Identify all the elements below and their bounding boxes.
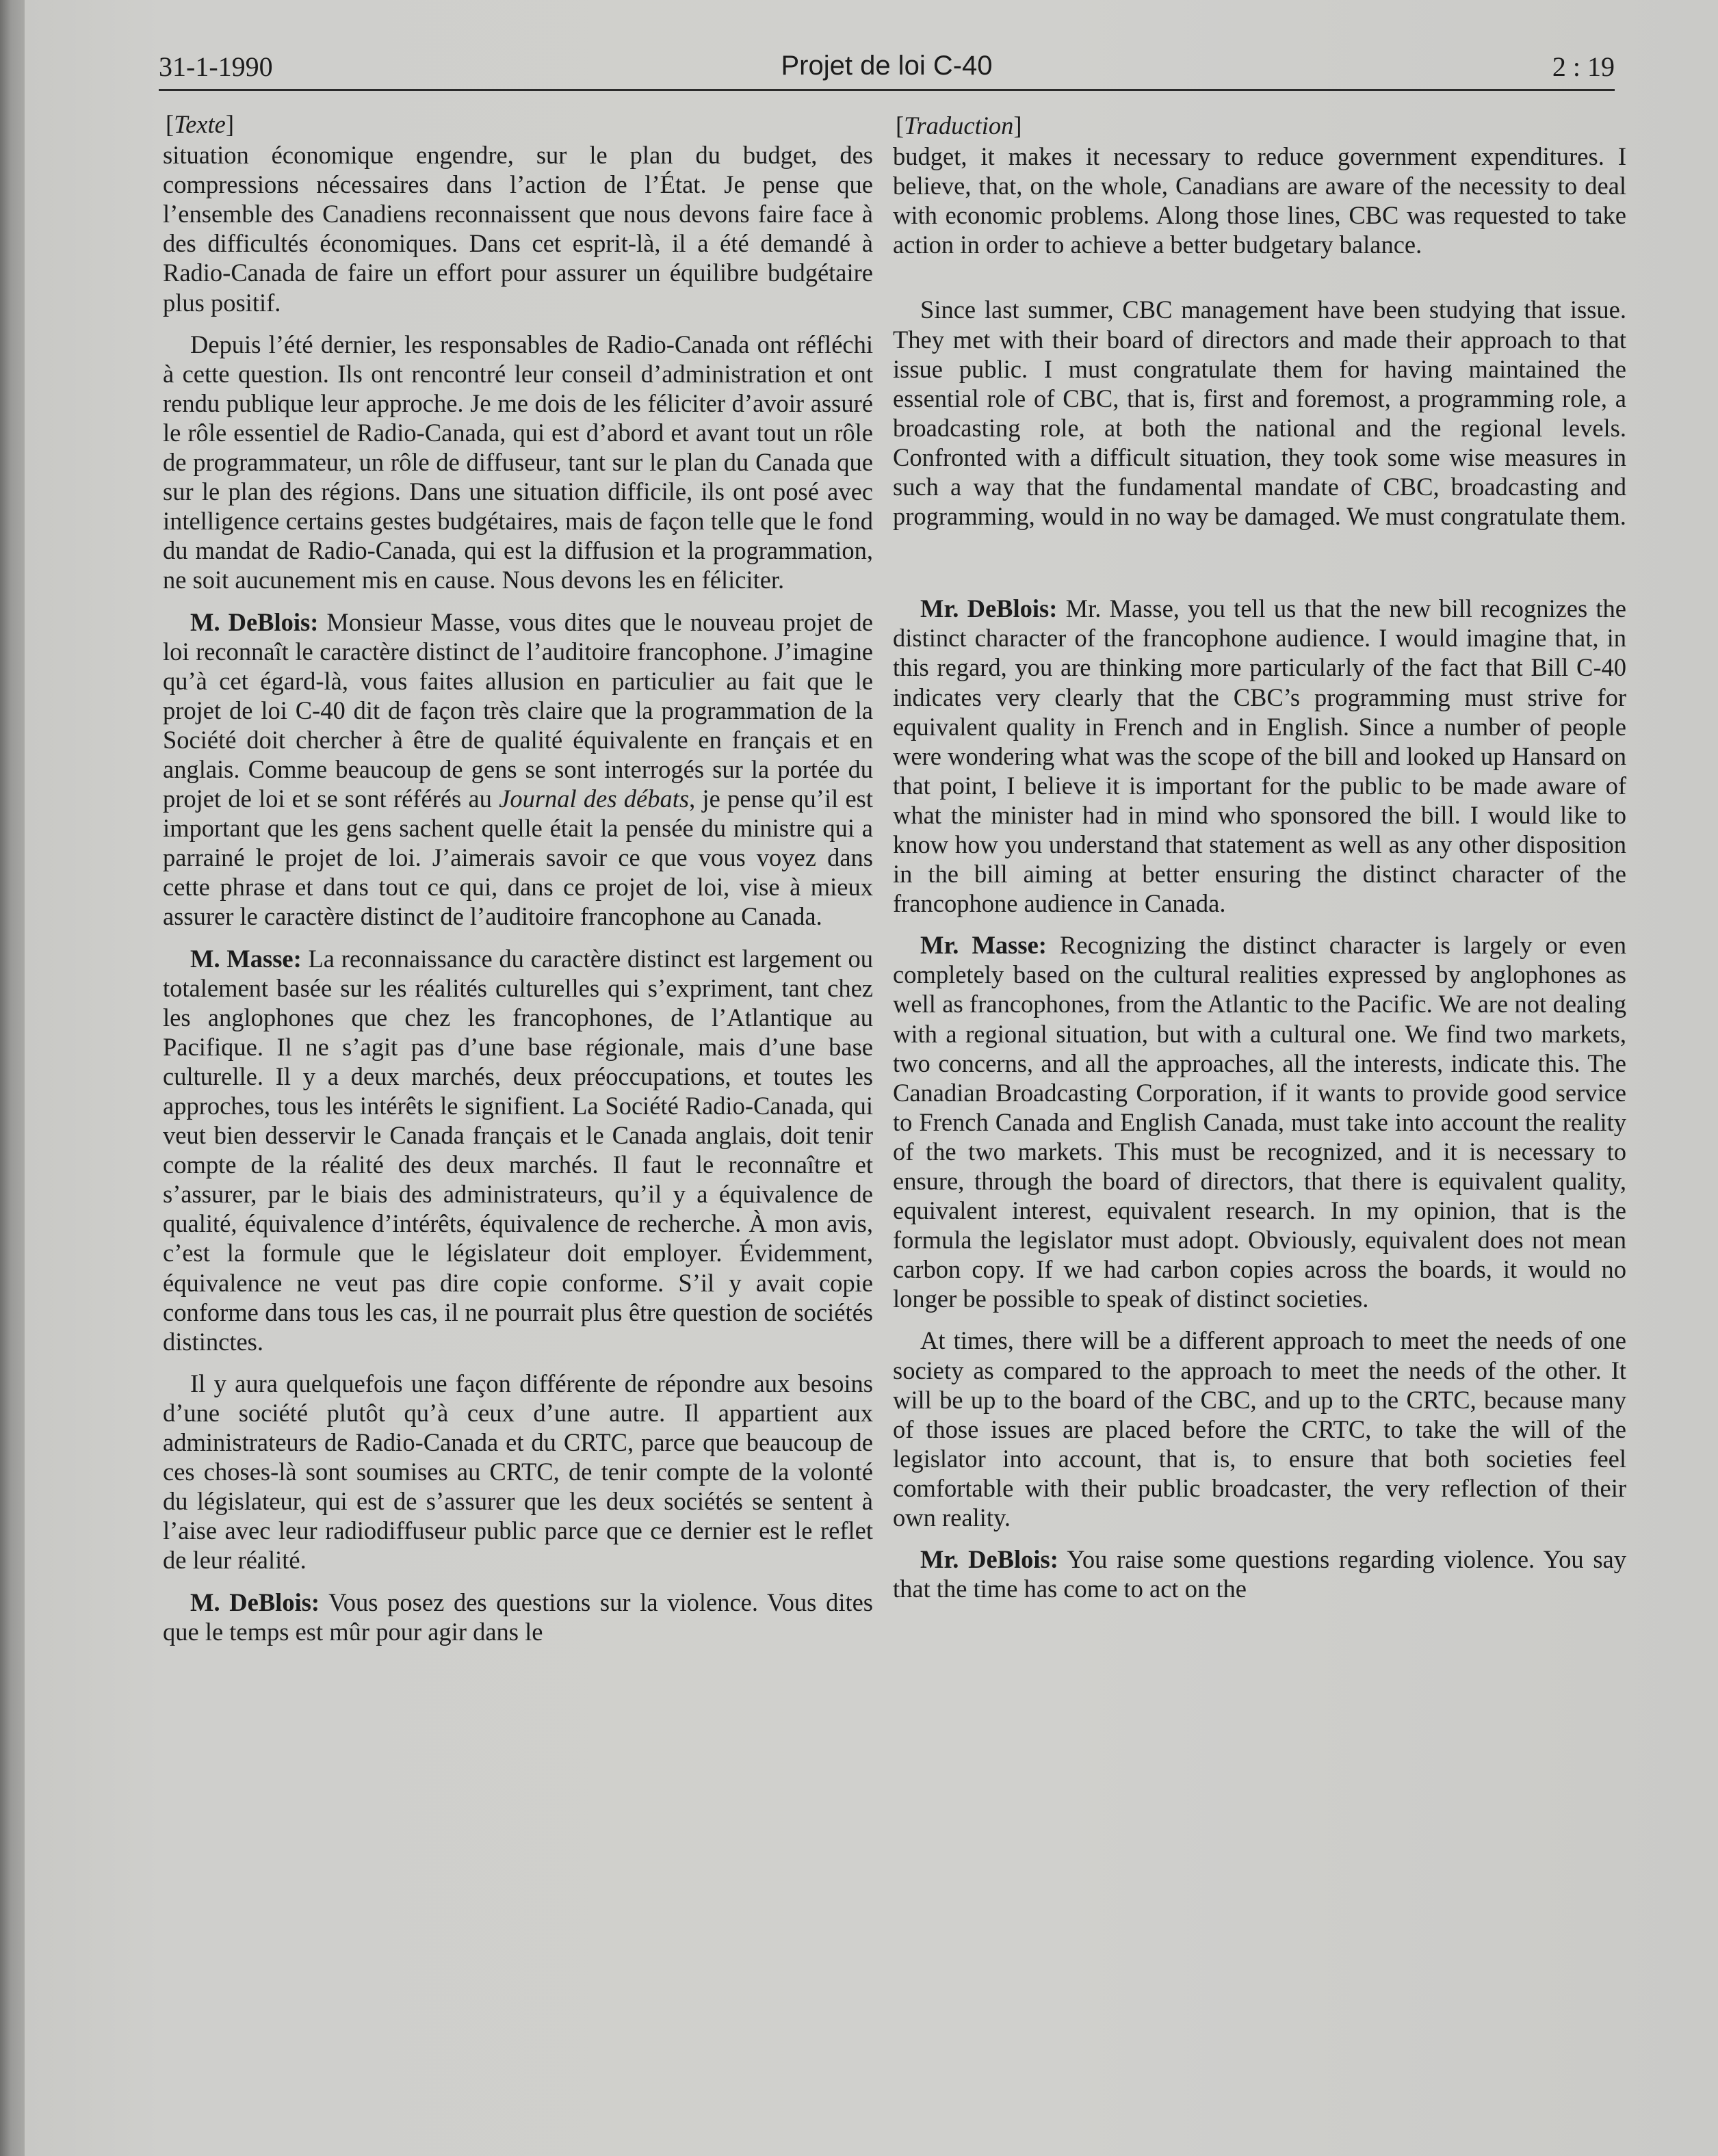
header-date: 31-1-1990 [159, 51, 273, 82]
speech-paragraph [163, 607, 873, 932]
english-column [893, 111, 1626, 1930]
paragraph: situation économique engendre, sur le plan du budget, des compressions nécessaires dans l’action de l’État. Je pense que l’ensemble des Canadiens reconnaissent que nous devons faire face à des difficultés économiques. Dans cet esprit-là, il a été demandé à Radio-Canada de faire un effort pour assurer un équilibre budgétaire plus positif. [163, 141, 873, 317]
speech-text: You raise some questions regarding violence. You say that the time has come to act on the [893, 1545, 1626, 1603]
speech-text: Monsieur Masse, vous dites que le nouveau projet de loi reconnaît le caractère distinct de l’auditoire francophone. J’imagine qu’à cet égard-là, vous faites allusion en particulier au fait que le projet de loi C-40 dit de façon très claire que la programmation de la Société doit chercher à être de qualité équivalente en français et en anglais. Comme beaucoup de gens se sont interrogés sur la portée du projet de loi et se sont référés au [163, 607, 873, 813]
paragraph: Since last summer, CBC management have been studying that issue. They met with their board of directors and made their approach to that issue public. I must congratulate them for having maintained the essential role of CBC, that is, first and foremost, a programming role, a broadcasting role, at both the national and the regional levels. Confronted with a difficult situation, they took some wise measures in such a way that the fundamental mandate of CBC, broadcasting and programming, would in no way be damaged. We must congratulate them. [893, 295, 1626, 531]
speaker-name: M. DeBlois: [190, 607, 319, 636]
speaker-name: M. DeBlois: [190, 1588, 320, 1616]
header-title: Projet de loi C-40 [781, 51, 993, 81]
section-tag-label: Traduction [904, 111, 1014, 140]
speaker-name: M. Masse: [190, 944, 302, 973]
header-rule [159, 89, 1615, 91]
speech-paragraph [163, 944, 873, 1356]
paragraph: Il y aura quelquefois une façon différente de répondre aux besoins d’une société plutôt qu’à ceux d’une autre. Il appartient aux administrateurs de Radio-Canada et du CRTC, parce que beaucoup de ces choses-là sont soumises au CRTC, de tenir compte de la volonté du législateur, qui est de s’assurer que les deux sociétés se sentent à l’aise avec leur radiodiffuseur public parce que ce dernier est le reflet de leur réalité. [163, 1369, 873, 1575]
french-column [163, 109, 873, 1929]
paragraph: budget, it makes it necessary to reduce government expenditures. I believe, that, on the whole, Canadians are aware of the necessity to deal with economic problems. Along those lines, CBC was requested to take action in order to achieve a better budgetary balance. [893, 142, 1626, 259]
speech-paragraph [893, 594, 1626, 918]
speech-text: Mr. Masse, you tell us that the new bill recognizes the distinct character of the francophone audience. I would imagine that, in this regard, you are thinking more particularly of the fact that Bill C-40 indicates very clearly that the CBC’s programming must strive for equivalent quality in French and in English. Since a number of people were wondering what was the scope of the bill and looked up Hansard on that point, I believe it is important for the public to be made aware of what the minister had in mind who sponsored the bill. I would like to know how you understand that statement as well as any other disposition in the bill aiming at better ensuring the distinct character of the francophone audience in Canada. [893, 594, 1626, 918]
speech-text: La reconnaissance du caractère distinct est largement ou totalement basée sur les réalités culturelles qui s’expriment, tant chez les anglophones que chez les francophones, de l’Atlantique au Pacifique. Il ne s’agit pas d’une base régionale, mais d’une base culturelle. Il y a deux marchés, deux préoccupations, et toutes les approches, tous les intérêts le signifient. La Société Radio-Canada, qui veut bien desservir le Canada français et le Canada anglais, doit tenir compte de la réalité des deux marchés. Il faut le reconnaître et s’assurer, par le biais des administrateurs, qu’il y a équivalence de qualité, équivalence d’intérêts, équivalence de recherche. À mon avis, c’est la formule que le législateur doit employer. Évidemment, équivalence ne veut pas dire copie conforme. S’il y avait copie conforme dans tous les cas, il ne pourrait plus être question de sociétés distinctes. [163, 944, 873, 1356]
paragraph: Depuis l’été dernier, les responsables de Radio-Canada ont réfléchi à cette question. Ils ont rencontré leur conseil d’administration et ont rendu publique leur approche. Je me dois de les féliciter d’avoir assuré le rôle essentiel de Radio-Canada, qui est d’abord et avant tout un rôle de programmateur, un rôle de diffuseur, tant sur le plan du Canada que sur le plan des régions. Dans une situation difficile, ils ont posé avec intelligence certains gestes budgétaires, mais de façon telle que le fond du mandat de Radio-Canada, qui est la diffusion et la programmation, ne soit aucunement mis en cause. Nous devons les en féliciter. [163, 330, 873, 594]
speech-paragraph [163, 1588, 873, 1646]
speech-paragraph [893, 1544, 1626, 1603]
header-page-number: 2 : 19 [1552, 51, 1615, 82]
section-tag-label: Texte [174, 110, 226, 138]
speech-paragraph [893, 930, 1626, 1313]
section-tag-traduction: [Traduction] [896, 111, 1022, 140]
speech-text: Vous posez des questions sur la violence. Vous dites que le temps est mûr pour agir dans le [163, 1588, 874, 1646]
speech-text: , je pense qu’il est important que les gens sachent quelle était la pensée du ministre qui a parrainé le projet de loi. J’aimerais savoir ce que vous voyez dans cette phrase et dans tout ce qui, dans ce projet de loi, vise à mieux assurer le caractère distinct de l’auditoire francophone au Canada. [163, 785, 874, 931]
book-binding-shadow [0, 0, 25, 2156]
section-tag-texte: [Texte] [166, 110, 235, 138]
paragraph: At times, there will be a different approach to meet the needs of one society as compared to the approach to meet the needs of the other. It will be up to the board of the CBC, and up to the CRTC, because many of those issues are placed before the CRTC, to take the will of the legislator into account, that is, to ensure that both societies feel comfortable with their public broadcaster, the very reflection of their own reality. [893, 1326, 1626, 1532]
speech-text-italic: Journal des débats [499, 785, 690, 813]
speech-text: Recognizing the distinct character is largely or even completely based on the cultural realities expressed by anglophones as well as francophones, from the Atlantic to the Pacific. We are not dealing with a regional situation, but with a cultural one. We find two markets, two concerns, and all the approaches, all the interests, indicate this. The Canadian Broadcasting Corporation, if it wants to provide good service to French Canada and English Canada, must take into account the reality of the two markets. This must be recognized, and it is necessary to ensure, through the board of directors, that there is equivalent quality, equivalent interest, equivalent research. In my opinion, that is the formula the legislator must adopt. Obviously, equivalent does not mean carbon copy. If we had carbon copies across the boards, it would no longer be possible to speak of distinct societies. [893, 931, 1626, 1313]
speaker-name: Mr. Masse: [920, 931, 1047, 960]
speaker-name: Mr. DeBlois: [920, 1545, 1058, 1574]
speaker-name: Mr. DeBlois: [920, 594, 1058, 623]
running-header [159, 45, 1615, 93]
